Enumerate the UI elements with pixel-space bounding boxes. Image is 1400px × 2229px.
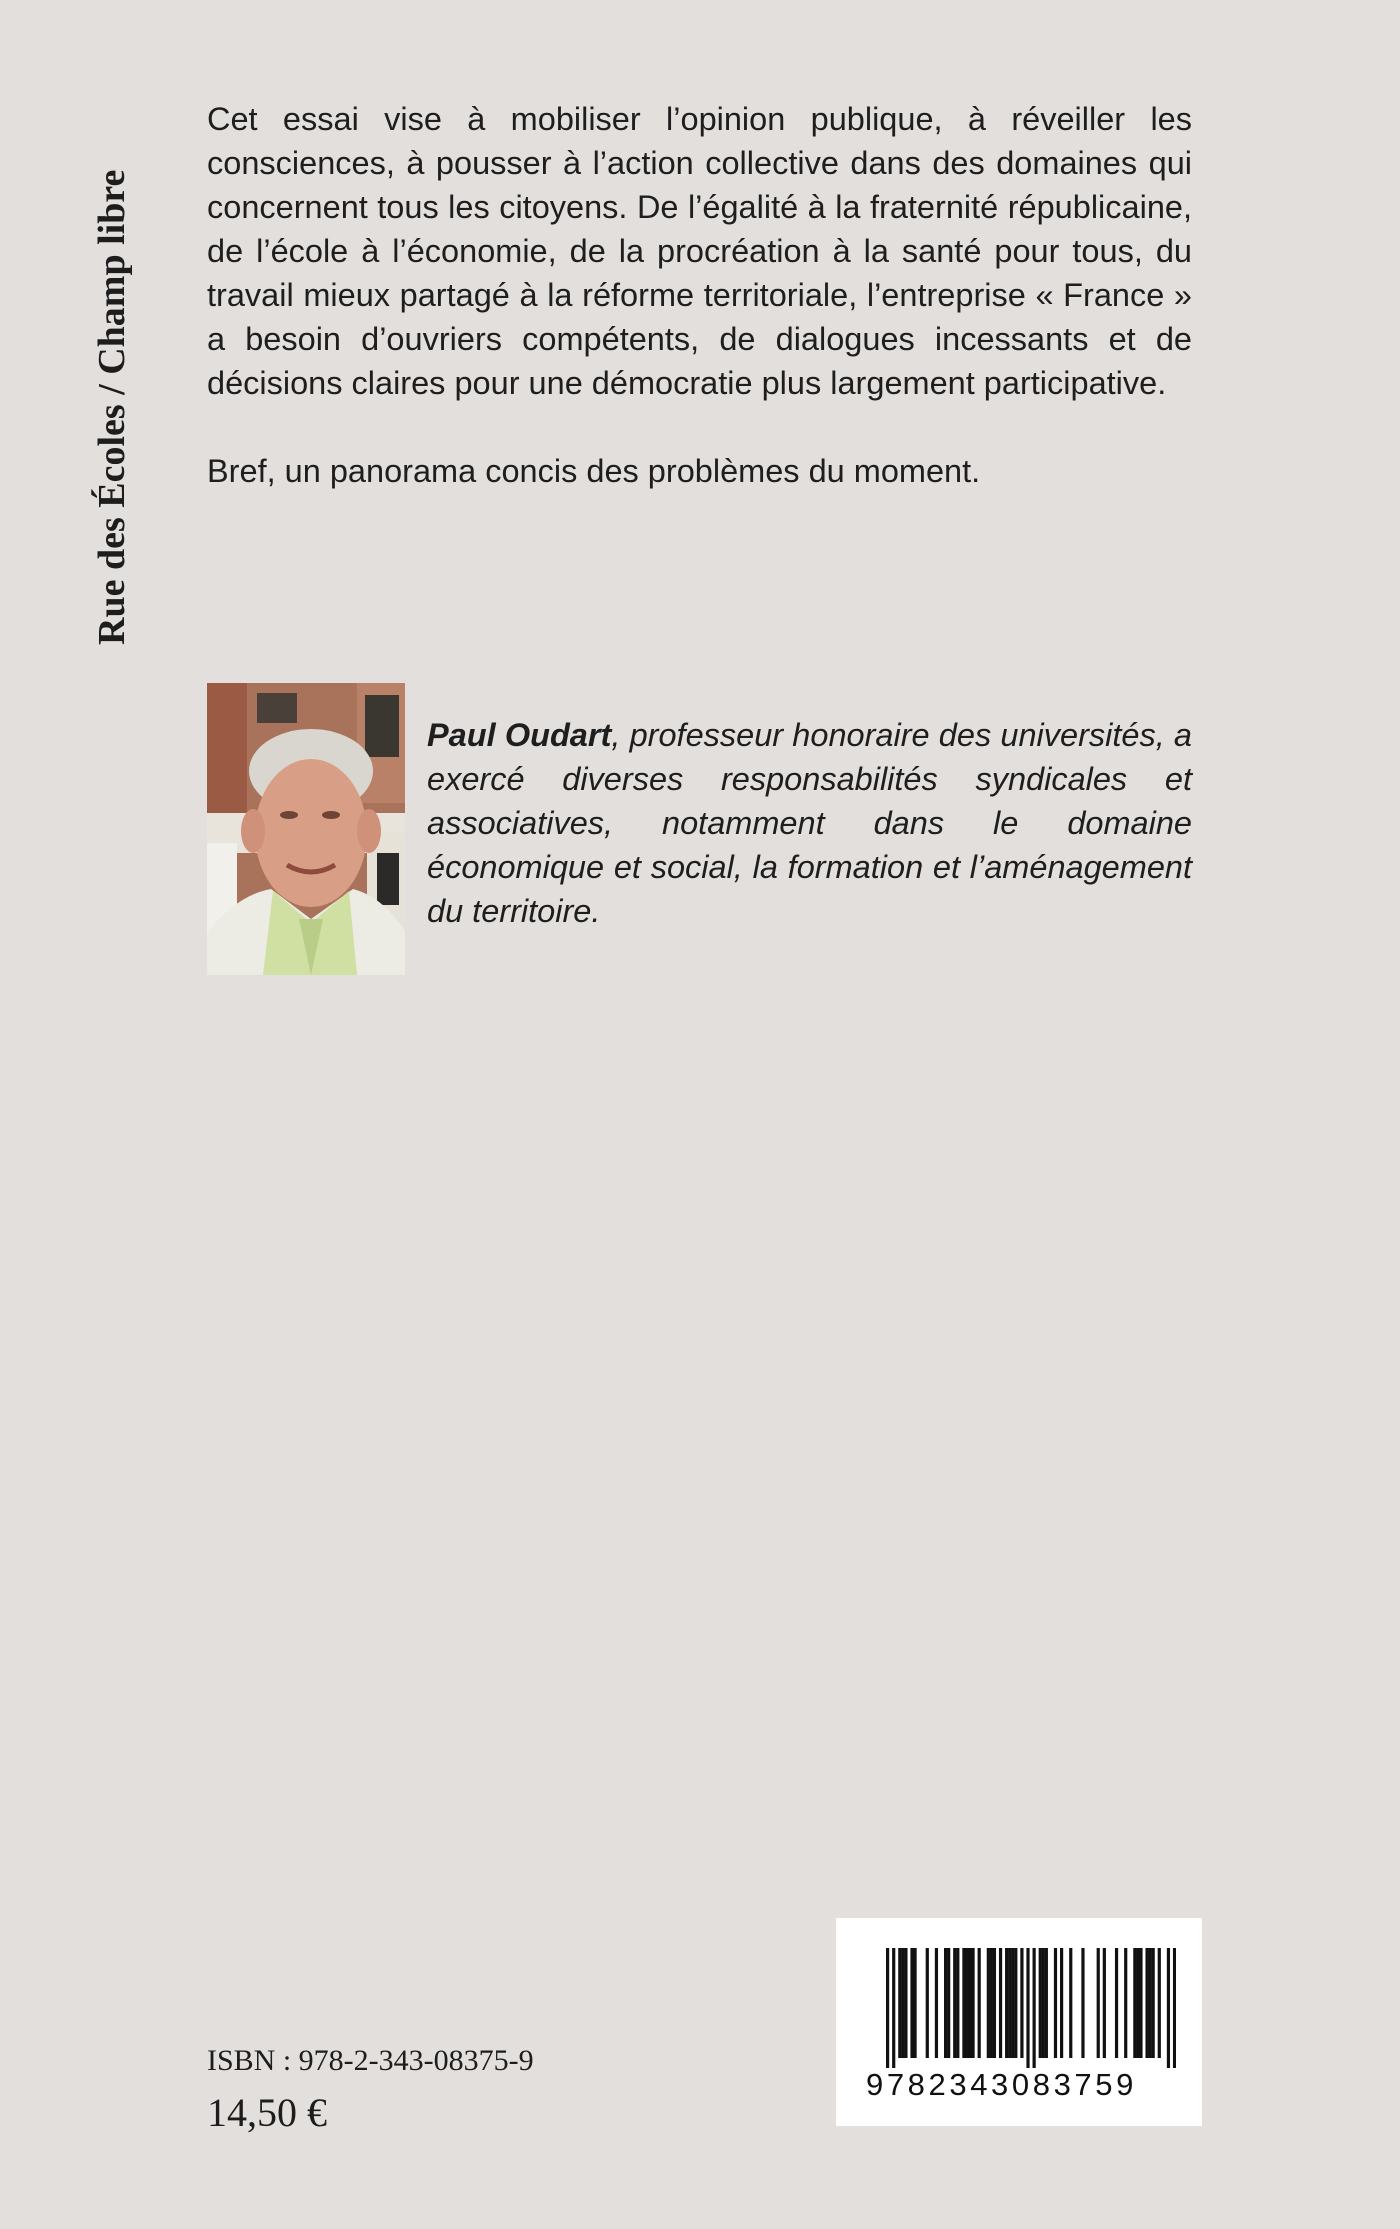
barcode-bar xyxy=(993,1948,996,2058)
author-bio-text: , professeur honoraire des universités, a exercé diverses responsabilités syndicales et associatives, notamment dans le domaine économique et social, la formation et l’aménagement du territoire. xyxy=(427,717,1193,929)
barcode-bar xyxy=(1060,1948,1063,2058)
barcode-bar xyxy=(962,1948,965,2058)
barcode-bar xyxy=(1136,1948,1139,2058)
barcode-bar xyxy=(1149,1948,1152,2058)
series-title-text: Rue des Écoles / Champ libre xyxy=(91,169,133,645)
barcode-bar xyxy=(990,1948,993,2058)
barcode-bar xyxy=(1115,1948,1118,2058)
barcode-bar xyxy=(926,1948,929,2058)
barcode-bar xyxy=(1139,1948,1142,2058)
barcode-bar xyxy=(953,1948,956,2058)
barcode-bar xyxy=(1026,1948,1029,2068)
barcode-bar xyxy=(1124,1948,1127,2058)
barcode-bar xyxy=(944,1948,947,2058)
barcode-bar xyxy=(1005,1948,1008,2058)
barcode-bar xyxy=(971,1948,974,2058)
blurb-summary: Bref, un panorama concis des problèmes du moment. xyxy=(207,453,981,489)
isbn: ISBN : 978-2-343-08375-9 xyxy=(207,2044,534,2077)
barcode-bar xyxy=(1069,1948,1072,2058)
barcode-bar xyxy=(1042,1948,1045,2058)
barcode-bar xyxy=(935,1948,938,2058)
barcode-bar xyxy=(1103,1948,1106,2058)
barcode-bar xyxy=(956,1948,959,2058)
barcode-bars xyxy=(866,1948,1176,2068)
barcode-bar xyxy=(1158,1948,1161,2058)
barcode-bar xyxy=(904,1948,907,2058)
back-cover-blurb xyxy=(207,97,1192,493)
barcode-bar xyxy=(968,1948,971,2058)
barcode-bar xyxy=(1133,1948,1136,2058)
barcode-bar xyxy=(947,1948,950,2058)
barcode-bar xyxy=(1081,1948,1084,2058)
barcode-bar xyxy=(886,1948,889,2068)
barcode-bar xyxy=(1014,1948,1017,2058)
barcode-bar xyxy=(898,1948,901,2058)
barcode-bar xyxy=(910,1948,913,2058)
barcode-bar xyxy=(1020,1948,1023,2058)
barcode xyxy=(836,1918,1202,2126)
barcode-bar xyxy=(987,1948,990,2058)
barcode-bar xyxy=(1145,1948,1148,2058)
blurb-paragraph: Cet essai vise à mobiliser l’opinion publique, à réveiller les consciences, à pousser à l’action collective dans des domaines qui concernent tous les citoyens. De l’égalité à la fraternité républicaine, de l’école à l’économie, de la procréation à la santé pour tous, du travail mieux partagé à la réforme territoriale, l’entreprise « France » a besoin d’ouvriers compétents, de dialogues incessants et de décisions claires pour une démocratie plus largement participative. xyxy=(207,101,1192,401)
barcode-bar xyxy=(1152,1948,1155,2058)
barcode-bar xyxy=(1008,1948,1011,2058)
barcode-bar xyxy=(965,1948,968,2058)
barcode-digits: 9782343083759 xyxy=(866,2067,1137,2102)
barcode-bar xyxy=(901,1948,904,2058)
barcode-bar xyxy=(1039,1948,1042,2058)
barcode-bar xyxy=(1045,1948,1048,2058)
author-photo xyxy=(207,683,405,975)
barcode-bar xyxy=(999,1948,1002,2058)
series-title xyxy=(90,100,134,645)
author-biography xyxy=(427,713,1192,933)
barcode-bar xyxy=(892,1948,895,2068)
author-name: Paul Oudart xyxy=(427,717,612,753)
barcode-bar xyxy=(978,1948,981,2058)
barcode-bar xyxy=(1011,1948,1014,2058)
barcode-bar xyxy=(1033,1948,1036,2068)
barcode-bar xyxy=(1054,1948,1057,2058)
price: 14,50 € xyxy=(207,2090,327,2135)
barcode-bar xyxy=(913,1948,916,2058)
barcode-bar xyxy=(1167,1948,1170,2068)
barcode-bar xyxy=(1097,1948,1100,2058)
barcode-bar xyxy=(1173,1948,1176,2068)
